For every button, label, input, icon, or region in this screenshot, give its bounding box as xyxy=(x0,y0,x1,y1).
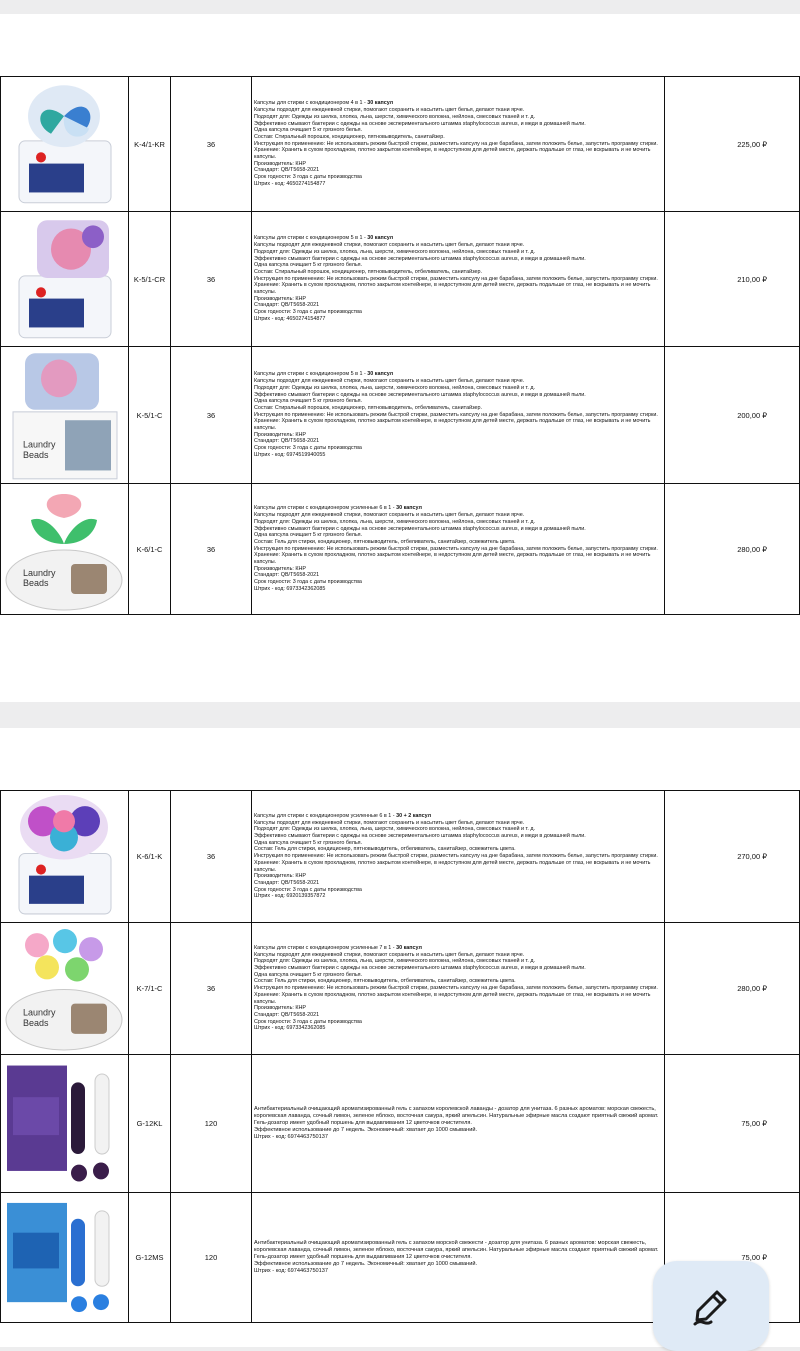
description-line: Эффективно смывают бактерии с одежды на основе экспериментального штамма staphylococcus aureus, и меди в домашней пыли. xyxy=(254,255,586,262)
description-line: Инструкция по применению: Не использовать режим быстрой стирки, разместить капсулу на дне барабана, затем положить белье, запустить программу стирки. xyxy=(254,853,658,860)
product-image-cell xyxy=(1,347,129,484)
product-description xyxy=(252,212,665,347)
description-line: Эффективно смывают бактерии с одежды на основе экспериментального штамма staphylococcus aureus, и меди в домашней пыли. xyxy=(254,525,586,532)
product-row xyxy=(1,923,800,1055)
product-description xyxy=(252,77,665,212)
description-line: Антибактериальный очищающий ароматизированный гель с запахом королевской лаванды - дозатор для унитаза. 6 разных ароматов: морская свежесть, королевская лаванда, сочный лимон, зеленое яблоко, восточная сакура, яркий апельсин. Натуральные эфирные масла создают приятный свежий аромат. Гель-дозатор имеет удобный поршень для выдавливания 12 цветочков очистителя. xyxy=(254,1106,659,1126)
laundry-beads-box-image xyxy=(1,347,128,483)
description-line: Одна капсула очищает 5 кг грязного белья. xyxy=(254,971,363,978)
product-quantity: 36 xyxy=(171,791,252,923)
description-line: Срок годности: 3 года с даты производства xyxy=(254,579,362,586)
description-line: Производитель: КНР xyxy=(254,295,306,302)
description-line: Хранение: Хранить в сухом прохладном, плотно закрытом контейнере, в недоступном для детей месте, держать подальше от глаз, не вскрывать и не мочить капсулы. xyxy=(254,552,651,566)
product-description xyxy=(252,1055,665,1193)
description-title xyxy=(254,945,662,952)
product-quantity: 36 xyxy=(171,923,252,1055)
description-line: Подходят для: Одежды из шелка, хлопка, льна, шерсти, химического волокна, нейлона, смесовых тканей и т. д. xyxy=(254,826,535,833)
document-page-2 xyxy=(0,728,800,1347)
description-line: Штрих - код: 6973342362085 xyxy=(254,585,326,592)
description-line: Штрих - код: 6973342362085 xyxy=(254,1025,326,1032)
description-line: Инструкция по применению: Не использовать режим быстрой стирки, разместить капсулу на дне барабана, затем положить белье, запустить программу стирки. xyxy=(254,545,658,552)
description-line: Капсулы подходят для ежедневной стирки, помогают сохранить и насытить цвет белья, делают ткани ярче. xyxy=(254,819,525,826)
product-quantity: 36 xyxy=(171,77,252,212)
product-table-page-1 xyxy=(0,76,800,615)
description-line: Капсулы подходят для ежедневной стирки, помогают сохранить и насытить цвет белья, делают ткани ярче. xyxy=(254,242,525,249)
description-line: Подходят для: Одежды из шелка, хлопка, льна, шерсти, химического волокна, нейлона, смесовых тканей и т. д. xyxy=(254,384,535,391)
description-line: Подходят для: Одежды из шелка, хлопка, льна, шерсти, химического волокна, нейлона, смесовых тканей и т. д. xyxy=(254,518,535,525)
product-quantity: 120 xyxy=(171,1055,252,1193)
product-image-cell xyxy=(1,1193,129,1323)
product-price: 210,00 ₽ xyxy=(665,212,800,347)
description-line: Срок годности: 3 года с даты производства xyxy=(254,886,362,893)
description-title-count: 30 капсул xyxy=(367,235,394,242)
description-line: Стандарт: QB/T5658-2021 xyxy=(254,438,320,445)
product-description xyxy=(252,923,665,1055)
product-image-cell xyxy=(1,791,129,923)
description-line: Подходят для: Одежды из шелка, хлопка, льна, шерсти, химического волокна, нейлона, смесовых тканей и т. д. xyxy=(254,113,535,120)
description-line: Состав: Стиральный порошок, кондиционер, пятновыводитель, отбеливатель, санитайзер. xyxy=(254,268,482,275)
detergent-capsules-box-pink-image xyxy=(1,212,128,346)
pencil-edit-icon xyxy=(689,1284,733,1328)
description-line: Производитель: КНР xyxy=(254,873,306,880)
description-title-count: 30 капсул xyxy=(367,100,394,107)
product-row xyxy=(1,77,800,212)
product-code: K-5/1-CR xyxy=(129,212,171,347)
product-description xyxy=(252,347,665,484)
description-line: Одна капсула очищает 5 кг грязного белья. xyxy=(254,398,363,405)
description-line: Эффективно смывают бактерии с одежды на основе экспериментального штамма staphylococcus aureus, и меди в домашней пыли. xyxy=(254,833,586,840)
product-code: K-4/1-KR xyxy=(129,77,171,212)
product-price: 270,00 ₽ xyxy=(665,791,800,923)
description-line: Производитель: КНР xyxy=(254,565,306,572)
description-line: Хранение: Хранить в сухом прохладном, плотно закрытом контейнере, в недоступном для детей месте, держать подальше от глаз, не вскрывать и не мочить капсулы. xyxy=(254,282,651,296)
description-line: Состав: Гель для стирки, кондиционер, пятновыводитель, отбеливатель, санитайзер, освежитель цвета. xyxy=(254,538,516,545)
product-image-cell xyxy=(1,484,129,615)
description-line: Хранение: Хранить в сухом прохладном, плотно закрытом контейнере, в недоступном для детей месте, держать подальше от глаз, не вскрывать и не мочить капсулы. xyxy=(254,147,651,161)
description-line: Хранение: Хранить в сухом прохладном, плотно закрытом контейнере, в недоступном для детей месте, держать подальше от глаз, не вскрывать и не мочить капсулы. xyxy=(254,991,651,1005)
product-price: 75,00 ₽ xyxy=(665,1193,800,1323)
description-title-count: 30 + 2 капсул xyxy=(396,812,432,819)
description-title-text: Капсулы для стирки с кондиционером усиленные 7 в 1 - xyxy=(254,944,397,951)
product-description xyxy=(252,1193,665,1323)
svg-text:Beads: Beads xyxy=(23,578,49,588)
product-code: K-5/1-C xyxy=(129,347,171,484)
description-line: Штрих - код: 6974463750137 xyxy=(254,1134,329,1140)
description-title xyxy=(254,813,662,820)
description-line: Состав: Гель для стирки, кондиционер, пятновыводитель, отбеливатель, санитайзер, освежитель цвета. xyxy=(254,846,516,853)
description-line: Состав: Стиральный порошок, кондиционер, пятновыводитель, санитайзер. xyxy=(254,133,445,140)
product-description xyxy=(252,791,665,923)
description-line: Стандарт: QB/T5658-2021 xyxy=(254,572,320,579)
description-title-count: 30 капсул xyxy=(396,944,422,951)
svg-text:Laundry: Laundry xyxy=(23,568,56,578)
product-image-cell xyxy=(1,212,129,347)
description-line: Инструкция по применению: Не использовать режим быстрой стирки, разместить капсулу на дне барабана, затем положить белье, запустить программу стирки. xyxy=(254,985,658,992)
description-line: Капсулы подходят для ежедневной стирки, помогают сохранить и насытить цвет белья, делают ткани ярче. xyxy=(254,378,525,385)
description-line: Штрих - код: 6974519940055 xyxy=(254,451,326,458)
product-quantity: 120 xyxy=(171,1193,252,1323)
description-line: Эффективное использование до 7 недель. Экономичный: хватает до 1000 смываний. xyxy=(254,1261,478,1267)
description-title-text: Капсулы для стирки с кондиционером 5 в 1 - xyxy=(254,371,368,378)
laundry-beads-oval-tub-colorful-image xyxy=(1,923,128,1054)
description-line: Эффективно смывают бактерии с одежды на основе экспериментального штамма staphylococcus aureus, и меди в домашней пыли. xyxy=(254,120,586,127)
edit-fab-button[interactable] xyxy=(653,1261,769,1351)
description-title-count: 30 капсул xyxy=(396,505,422,512)
product-code: K-6/1-K xyxy=(129,791,171,923)
product-price: 225,00 ₽ xyxy=(665,77,800,212)
description-line: Одна капсула очищает 5 кг грязного белья. xyxy=(254,262,363,269)
product-price: 280,00 ₽ xyxy=(665,923,800,1055)
product-quantity: 36 xyxy=(171,484,252,615)
description-line: Эффективно смывают бактерии с одежды на основе экспериментального штамма staphylococcus aureus, и меди в домашней пыли. xyxy=(254,391,586,398)
description-line: Стандарт: QB/T5658-2021 xyxy=(254,302,320,309)
description-title-text: Капсулы для стирки с кондиционером 4 в 1 - xyxy=(254,100,368,107)
product-quantity: 36 xyxy=(171,347,252,484)
description-title-text: Капсулы для стирки с кондиционером усиленные 6 в 1 - xyxy=(254,505,397,512)
product-code: G-12KL xyxy=(129,1055,171,1193)
description-line: Производитель: КНР xyxy=(254,1005,306,1012)
svg-text:Beads: Beads xyxy=(23,1017,49,1028)
svg-text:Beads: Beads xyxy=(23,449,49,460)
svg-text:Laundry: Laundry xyxy=(23,1007,56,1018)
product-row xyxy=(1,212,800,347)
description-line: Стандарт: QB/T5658-2021 xyxy=(254,1011,320,1018)
description-title-text: Капсулы для стирки с кондиционером усиленные 6 в 1 - xyxy=(254,812,397,819)
document-page-1 xyxy=(0,14,800,702)
product-quantity: 36 xyxy=(171,212,252,347)
description-line: Подходят для: Одежды из шелка, хлопка, льна, шерсти, химического волокна, нейлона, смесовых тканей и т. д. xyxy=(254,958,535,965)
description-line: Инструкция по применению: Не использовать режим быстрой стирки, разместить капсулу на дне барабана, затем положить белье, запустить программу стирки. xyxy=(254,140,658,147)
product-price: 75,00 ₽ xyxy=(665,1055,800,1193)
description-line: Капсулы подходят для ежедневной стирки, помогают сохранить и насытить цвет белья, делают ткани ярче. xyxy=(254,951,525,958)
description-line: Состав: Стиральный порошок, кондиционер, пятновыводитель, отбеливатель, санитайзер. xyxy=(254,404,482,411)
description-line: Одна капсула очищает 5 кг грязного белья. xyxy=(254,532,363,539)
product-image-cell xyxy=(1,77,129,212)
description-line: Стандарт: QB/T5658-2021 xyxy=(254,167,320,174)
description-line: Одна капсула очищает 5 кг грязного белья. xyxy=(254,127,363,134)
description-line: Эффективно смывают бактерии с одежды на основе экспериментального штамма staphylococcus aureus, и меди в домашней пыли. xyxy=(254,965,586,972)
description-line: Состав: Гель для стирки, кондиционер, пятновыводитель, отбеливатель, санитайзер, освежитель цвета. xyxy=(254,978,516,985)
description-line: Штрих - код: 6974463750137 xyxy=(254,1268,329,1274)
detergent-capsules-box-swirl-image xyxy=(1,77,128,211)
laundry-beads-oval-tub-image xyxy=(1,484,128,614)
description-line: Инструкция по применению: Не использовать режим быстрой стирки, разместить капсулу на дне барабана, затем положить белье, запустить программу стирки. xyxy=(254,411,658,418)
product-image-cell xyxy=(1,923,129,1055)
product-row xyxy=(1,347,800,484)
product-price: 200,00 ₽ xyxy=(665,347,800,484)
description-title-text: Капсулы для стирки с кондиционером 5 в 1 - xyxy=(254,235,368,242)
description-line: Стандарт: QB/T5658-2021 xyxy=(254,879,320,886)
toilet-gel-dispenser-sea-image xyxy=(1,1193,128,1322)
description-line: Антибактериальный очищающий ароматизированный гель с запахом морской свежести - дозатор для унитаза. 6 разных ароматов: морская свежесть, королевская лаванда, сочный лимон, зеленое яблоко, восточная сакура, яркий апельсин. Натуральные эфирные масла создают приятный свежий аромат. Гель-дозатор имеет удобный поршень для выдавливания 12 цветочков очистителя. xyxy=(254,1240,659,1260)
product-row xyxy=(1,1055,800,1193)
description-line: Производитель: КНР xyxy=(254,160,306,167)
product-price: 280,00 ₽ xyxy=(665,484,800,615)
description-line: Подходят для: Одежды из шелка, хлопка, льна, шерсти, химического волокна, нейлона, смесовых тканей и т. д. xyxy=(254,248,535,255)
description-line: Хранение: Хранить в сухом прохладном, плотно закрытом контейнере, в недоступном для детей месте, держать подальше от глаз, не вскрывать и не мочить капсулы. xyxy=(254,859,651,873)
description-line: Капсулы подходят для ежедневной стирки, помогают сохранить и насытить цвет белья, делают ткани ярче. xyxy=(254,512,525,519)
description-line: Срок годности: 3 года с даты производства xyxy=(254,309,362,316)
toilet-gel-dispenser-lavender-image xyxy=(1,1055,128,1192)
description-line: Эффективное использование до 7 недель. Экономичный: хватает до 1000 смываний. xyxy=(254,1127,478,1133)
detergent-capsules-box-flower-image xyxy=(1,791,128,922)
description-line: Срок годности: 3 года с даты производства xyxy=(254,1018,362,1025)
description-line: Штрих - код: 4650274154877 xyxy=(254,315,326,322)
product-row xyxy=(1,484,800,615)
product-code: G-12MS xyxy=(129,1193,171,1323)
svg-text:Laundry: Laundry xyxy=(23,439,56,450)
product-image-cell xyxy=(1,1055,129,1193)
description-title-count: 30 капсул xyxy=(367,371,394,378)
description-line: Одна капсула очищает 5 кг грязного белья. xyxy=(254,839,363,846)
description-line: Штрих - код: 4650274154877 xyxy=(254,180,326,187)
description-line: Производитель: КНР xyxy=(254,431,306,438)
product-table-page-2 xyxy=(0,790,800,1323)
description-line: Штрих - код: 6920139357872 xyxy=(254,893,326,900)
product-row xyxy=(1,791,800,923)
description-line: Срок годности: 3 года с даты производства xyxy=(254,174,362,181)
product-code: K-7/1-C xyxy=(129,923,171,1055)
product-description xyxy=(252,484,665,615)
description-line: Капсулы подходят для ежедневной стирки, помогают сохранить и насытить цвет белья, делают ткани ярче. xyxy=(254,107,525,114)
description-line: Хранение: Хранить в сухом прохладном, плотно закрытом контейнере, в недоступном для детей месте, держать подальше от глаз, не вскрывать и не мочить капсулы. xyxy=(254,418,651,432)
product-code: K-6/1-C xyxy=(129,484,171,615)
description-line: Инструкция по применению: Не использовать режим быстрой стирки, разместить капсулу на дне барабана, затем положить белье, запустить программу стирки. xyxy=(254,275,658,282)
description-line: Срок годности: 3 года с даты производства xyxy=(254,445,362,452)
